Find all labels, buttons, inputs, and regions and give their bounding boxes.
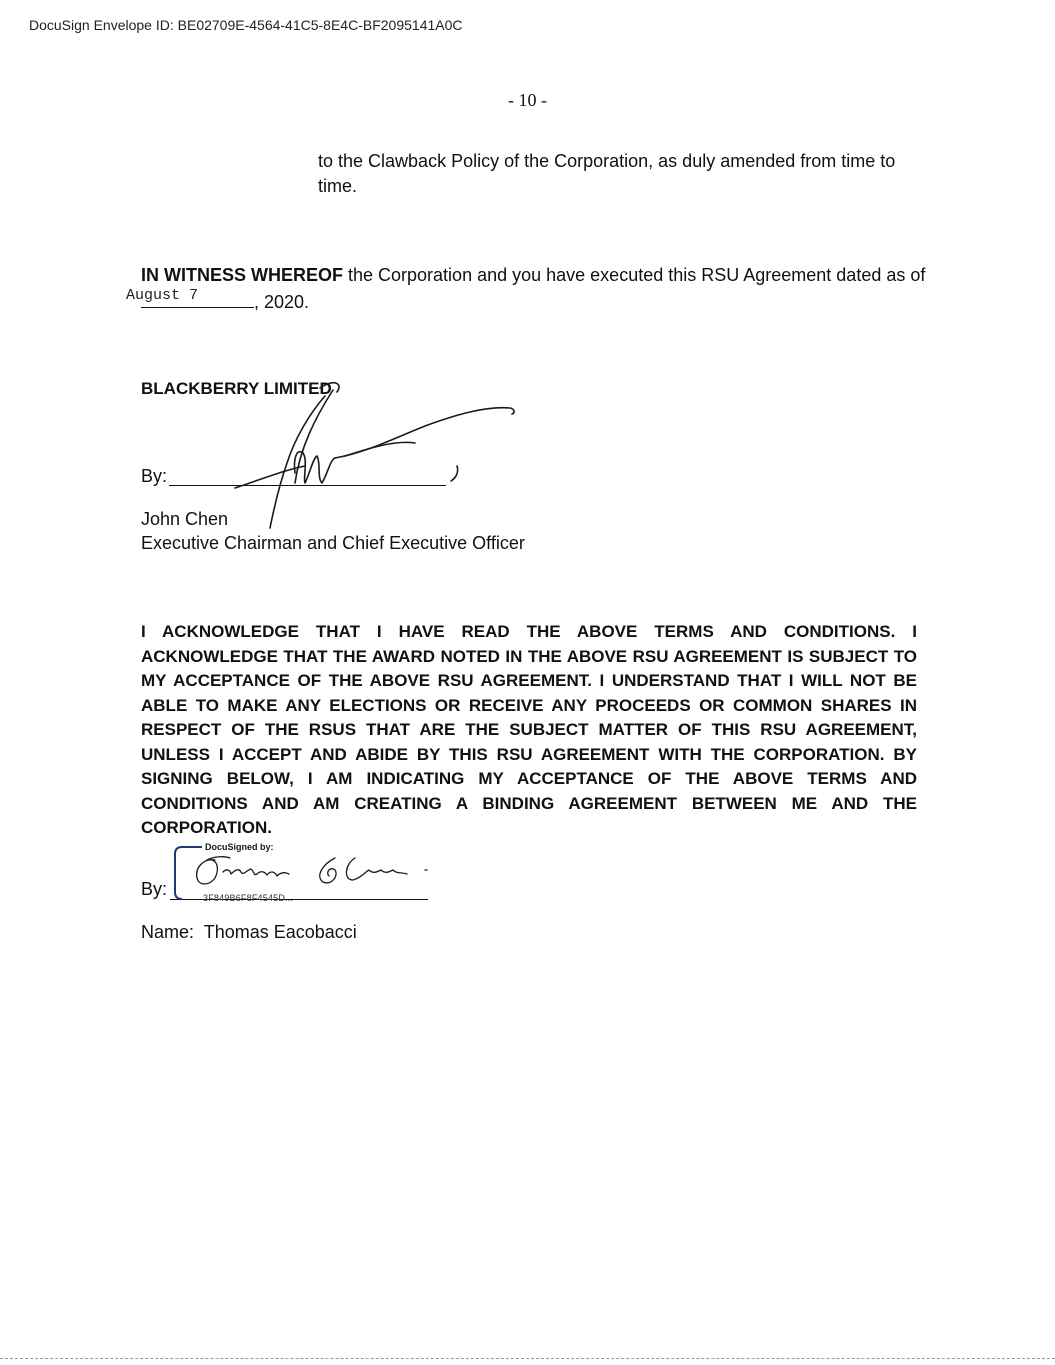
date-year: , 2020. [254,292,310,312]
signature-stroke [320,858,336,883]
witness-clause [141,263,925,288]
docusign-id: 3F849B6F8F4545D... [203,893,294,903]
employee-name-row [141,922,357,943]
date-typed-value: August 7 [126,287,199,304]
employee-handwritten-signature [185,850,435,895]
signature-stroke [223,869,289,876]
ceo-title: Executive Chairman and Chief Executive Officer [141,533,525,553]
signature-stroke [270,396,325,528]
witness-text: the Corporation and you have executed this RSU Agreement dated as of [343,265,926,285]
page-bottom-rule [0,1358,1055,1360]
signature-stroke [295,390,333,483]
company-name: BLACKBERRY LIMITED [141,379,332,398]
signature-stroke [451,466,458,481]
ceo-handwritten-signature [225,378,525,533]
signature-stroke [346,858,407,880]
envelope-id-header: DocuSign Envelope ID: BE02709E-4564-41C5-8E4C-BF2095141A0C [29,17,463,33]
docusign-label: DocuSigned by: [202,842,277,852]
employee-name: Thomas Eacobacci [203,922,357,942]
clawback-paragraph: to the Clawback Policy of the Corporation, as duly amended from time to time. [318,151,896,196]
signature-stroke [320,383,339,392]
signature-stroke [235,466,305,488]
witness-lead: IN WITNESS WHEREOF [141,265,343,285]
signature-stroke [197,860,218,884]
page-number: - 10 - [508,90,547,110]
corporation-by-label: By: [141,466,168,486]
name-label: Name: [141,922,195,942]
employee-by-label: By: [141,879,168,899]
ceo-name: John Chen [141,509,229,529]
acknowledgement-paragraph: I ACKNOWLEDGE THAT I HAVE READ THE ABOVE TERMS AND CONDITIONS. I ACKNOWLEDGE THAT THE AWARD NOTED IN THE ABOVE RSU AGREEMENT IS SUBJECT TO MY ACCEPTANCE OF THE ABOVE RSU AGREEMENT. I UNDERSTAND THAT I WILL NOT BE ABLE TO MAKE ANY ELECTIONS OR RECEIVE ANY PROCEEDS OR COMMON SHARES IN RESPECT OF THE RSUS THAT ARE THE SUBJECT MATTER OF THIS RSU AGREEMENT, UNLESS I ACCEPT AND ABIDE BY THIS RSU AGREEMENT WITH THE CORPORATION. BY SIGNING BELOW, I AM INDICATING MY ACCEPTANCE OF THE ABOVE TERMS AND CONDITIONS AND AM CREATING A BINDING AGREEMENT BETWEEN ME AND THE CORPORATION. [141,622,917,837]
